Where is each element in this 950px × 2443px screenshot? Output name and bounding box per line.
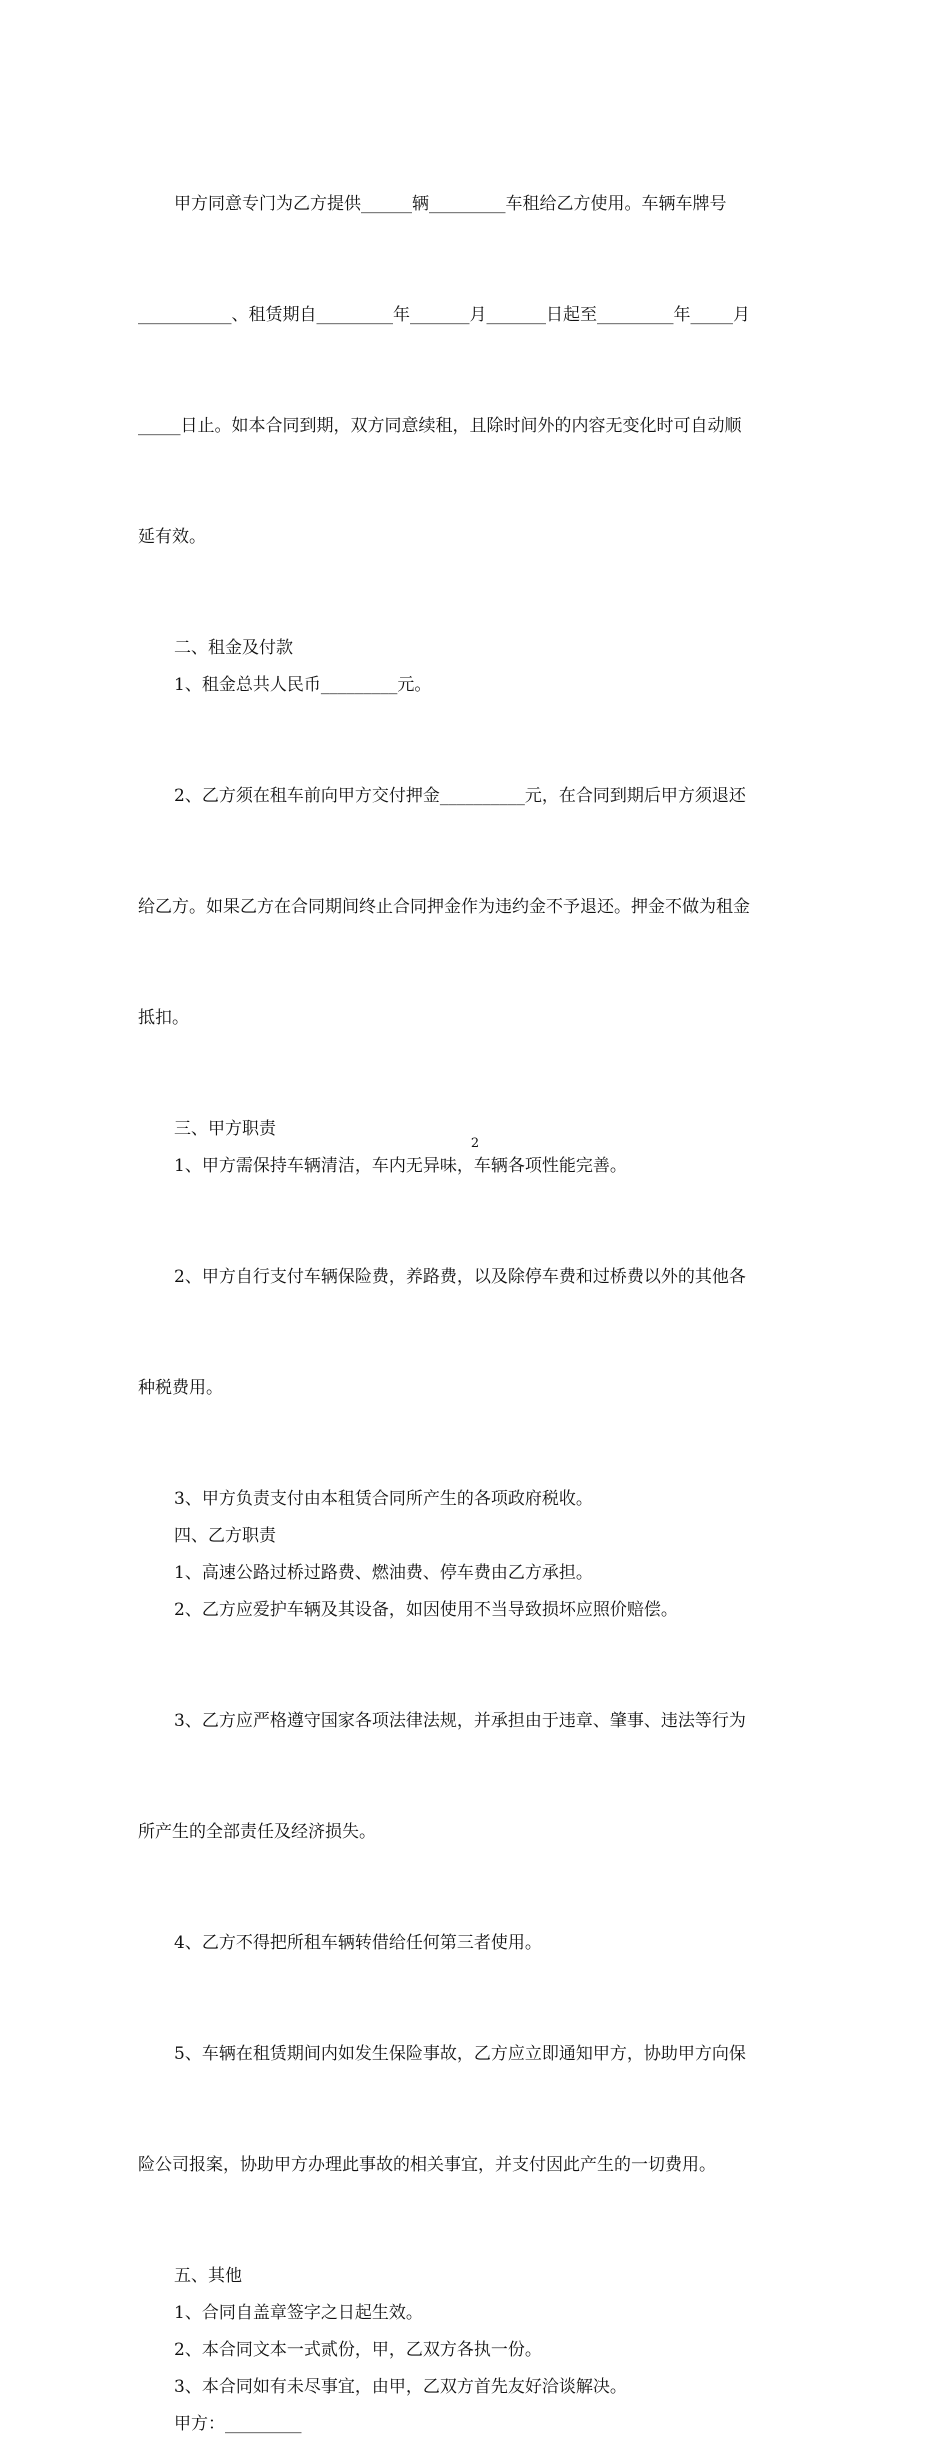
clause-b-5 (138, 1962, 814, 2258)
text-line: 5、车辆在租赁期间内如发生保险事故，乙方应立即通知甲方，协助甲方向保 (174, 2044, 746, 2064)
text-line: 2、甲方自行支付车辆保险费，养路费，以及除停车费和过桥费以外的其他各 (174, 1267, 746, 1287)
clause-other-2: 2、本合同文本一式贰份，甲，乙双方各执一份。 (174, 2340, 542, 2360)
paragraph-rental-terms (138, 112, 814, 630)
section-heading-party-b-duties: 四、乙方职责 (174, 1526, 276, 1546)
section-heading-rent-payment: 二、租金及付款 (174, 638, 293, 658)
text-line: 种税费用。 (138, 1378, 223, 1398)
clause-b-3 (138, 1629, 814, 1925)
clause-b-1: 1、高速公路过桥过路费、燃油费、停车费由乙方承担。 (174, 1563, 593, 1583)
clause-other-3: 3、本合同如有未尽事宜，由甲，乙双方首先友好洽谈解决。 (174, 2377, 627, 2397)
clause-deposit (138, 704, 814, 1111)
clause-b-4: 4、乙方不得把所租车辆转借给任何第三者使用。 (174, 1933, 542, 1953)
section-heading-other: 五、其他 (174, 2266, 242, 2286)
signature-party-a: 甲方：_________ (174, 2414, 302, 2434)
text-line: _____日止。如本合同到期，双方同意续租，且除时间外的内容无变化时可自动顺 (138, 416, 742, 436)
clause-a-1: 1、甲方需保持车辆清洁，车内无异味，车辆各项性能完善。 (174, 1156, 627, 1176)
clause-a-2 (138, 1185, 814, 1481)
section-heading-party-a-duties: 三、甲方职责 (174, 1119, 276, 1139)
clause-b-2: 2、乙方应爱护车辆及其设备，如因使用不当导致损坏应照价赔偿。 (174, 1600, 678, 1620)
text-line: ___________、租赁期自_________年_______月_______日起至_________年_____月 (138, 305, 750, 325)
text-line: 所产生的全部责任及经济损失。 (138, 1822, 376, 1842)
clause-rent-total: 1、租金总共人民币_________元。 (174, 675, 432, 695)
text-line: 给乙方。如果乙方在合同期间终止合同押金作为违约金不予退还。押金不做为租金 (138, 897, 750, 917)
clause-a-3: 3、甲方负责支付由本租赁合同所产生的各项政府税收。 (174, 1489, 593, 1509)
clause-other-1: 1、合同自盖章签字之日起生效。 (174, 2303, 423, 2323)
text-line: 延有效。 (138, 527, 206, 547)
document-body (138, 112, 814, 2443)
text-line: 险公司报案，协助甲方办理此事故的相关事宜，并支付因此产生的一切费用。 (138, 2155, 716, 2175)
text-line: 甲方同意专门为乙方提供______辆_________车租给乙方使用。车辆车牌号 (174, 194, 727, 214)
page-number: 2 (470, 1136, 480, 1151)
text-line: 抵扣。 (138, 1008, 189, 1028)
text-line: 2、乙方须在租车前向甲方交付押金__________元，在合同到期后甲方须退还 (174, 786, 746, 806)
text-line: 3、乙方应严格遵守国家各项法律法规，并承担由于违章、肇事、违法等行为 (174, 1711, 746, 1731)
